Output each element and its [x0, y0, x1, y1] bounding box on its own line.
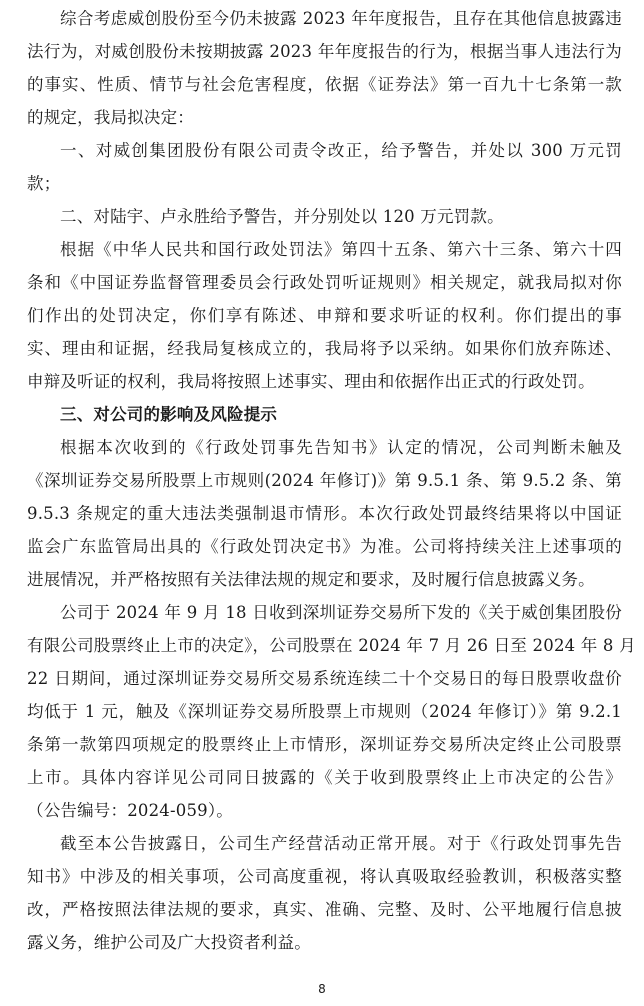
text-line: 条和《中国证券监督管理委员会行政处罚听证规则》相关规定，就我局拟对你 [27, 273, 622, 292]
text-line: 进展情况，并严格按照有关法律法规的规定和要求，及时履行信息披露义务。 [27, 570, 595, 589]
text-line: 上市。具体内容详见公司同日披露的《关于收到股票终止上市决定的公告》 [27, 768, 622, 787]
text-line: 22 日期间，通过深圳证券交易所交易系统连续二十个交易日的每日股票收盘价 [27, 669, 622, 688]
paragraph [27, 431, 622, 596]
paragraph [27, 2, 622, 134]
text-line: 法行为，对威创股份未按期披露 2023 年年度报告的行为，根据当事人违法行为 [27, 42, 622, 61]
text-line: 有限公司股票终止上市的决定》，公司股票在 2024 年 7 月 26 日至 2024 年 8 月 [27, 636, 636, 655]
text-line: 的事实、性质、情节与社会危害程度，依据《证券法》第一百九十七条第一款 [27, 75, 622, 94]
text-line: 根据《中华人民共和国行政处罚法》第四十五条、第六十三条、第六十四 [60, 240, 622, 259]
text-line: 实、理由和证据，经我局复核成立的，我局将予以采纳。如果你们放弃陈述、 [27, 339, 622, 358]
text-line: 们作出的处罚决定，你们享有陈述、申辩和要求听证的权利。你们提出的事 [27, 306, 622, 325]
text-line: 条第一款第四项规定的股票终止上市情形，深圳证券交易所决定终止公司股票 [27, 735, 622, 754]
text-line: 款； [27, 174, 61, 193]
text-line: 的规定，我局拟决定： [27, 108, 194, 127]
paragraph [27, 134, 622, 200]
text-line: 二、对陆宇、卢永胜给予警告，并分别处以 120 万元罚款。 [60, 207, 504, 226]
text-line: 综合考虑威创股份至今仍未披露 2023 年年度报告，且存在其他信息披露违 [60, 9, 622, 28]
text-line: 改，严格按照法律法规的要求，真实、准确、完整、及时、公平地履行信息披 [27, 900, 622, 919]
text-line: 监会广东监管局出具的《行政处罚决定书》为准。公司将持续关注上述事项的 [27, 537, 622, 556]
page-number: 8 [318, 982, 326, 996]
paragraph [27, 233, 622, 398]
text-line: 根据本次收到的《行政处罚事先告知书》认定的情况，公司判断未触及 [60, 438, 622, 457]
text-line: 公司于 2024 年 9 月 18 日收到深圳证券交易所下发的《关于威创集团股份 [60, 603, 622, 622]
text-line: 《深圳证券交易所股票上市规则(2024 年修订)》第 9.5.1 条、第 9.5.2 条、第 [27, 471, 622, 490]
text-line: 知书》中涉及的相关事项，公司高度重视，将认真吸取经验教训，积极落实整 [27, 867, 622, 886]
text-line: （公告编号：2024-059）。 [27, 801, 234, 820]
document-body [27, 2, 636, 959]
paragraph [27, 200, 622, 233]
text-line: 截至本公告披露日，公司生产经营活动正常开展。对于《行政处罚事先告 [60, 834, 622, 853]
text-line: 9.5.3 条规定的重大违法类强制退市情形。本次行政处罚最终结果将以中国证 [27, 504, 622, 523]
text-line: 露义务，维护公司及广大投资者利益。 [27, 933, 311, 952]
text-line: 一、对威创集团股份有限公司责令改正，给予警告，并处以 300 万元罚 [60, 141, 622, 160]
paragraph [27, 827, 622, 959]
section-heading [27, 398, 622, 431]
text-line: 申辩及听证的权利，我局将按照上述事实、理由和依据作出正式的行政处罚。 [27, 372, 595, 391]
paragraph [27, 596, 636, 827]
text-line: 三、对公司的影响及风险提示 [60, 405, 278, 424]
text-line: 均低于 1 元，触及《深圳证券交易所股票上市规则（2024 年修订）》第 9.2.1 [27, 702, 622, 721]
